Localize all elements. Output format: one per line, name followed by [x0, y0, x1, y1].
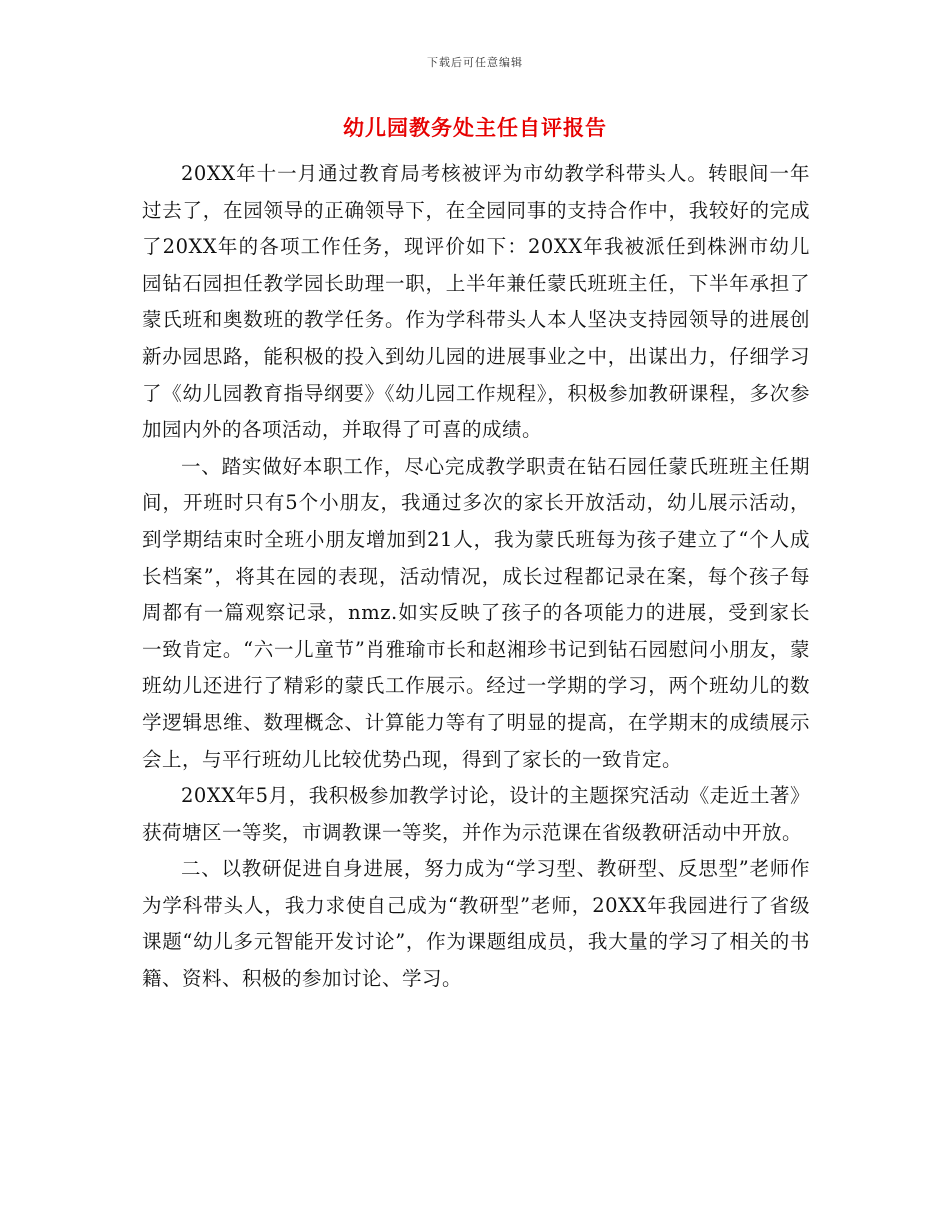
document-title: 幼儿园教务处主任自评报告 [343, 116, 607, 140]
paragraph-intro: 20XX年十一月通过教育局考核被评为市幼教学科带头人。转眼间一年过去了，在园领导的正确领导下，在全园同事的支持合作中，我较好的完成了20XX年的各项工作任务，现评价如下：20XX年我被派任到株洲市幼儿园钻石园担任教学园长助理一职，上半年兼任蒙氏班班主任，下半年承担了蒙氏班和奥数班的教学任务。作为学科带头人本人坚决支持园领导的进展创新办园思路，能积极的投入到幼儿园的进展事业之中，出谋出力，仔细学习了《幼儿园教育指导纲要》《幼儿园工作规程》，积极参加教研课程，多次参加园内外的各项活动，并取得了可喜的成绩。 [142, 162, 810, 442]
document-body [142, 156, 810, 998]
paragraph-section-two: 二、以教研促进自身进展，努力成为“学习型、教研型、反思型”老师作为学科带头人，我力求使自己成为“教研型”老师，20XX年我园进行了省级课题“幼儿多元智能开发讨论”，作为课题组成员，我大量的学习了相关的书籍、资料、积极的参加讨论、学习。 [142, 857, 810, 991]
header-note: 下载后可任意编辑 [427, 56, 523, 69]
paragraph-award: 20XX年5月，我积极参加教学讨论，设计的主题探究活动《走近土著》获荷塘区一等奖，市调教课一等奖，并作为示范课在省级教研活动中开放。 [142, 784, 810, 844]
paragraph-section-one: 一、踏实做好本职工作，尽心完成教学职责在钻石园任蒙氏班班主任期间，开班时只有5个小朋友，我通过多次的家长开放活动，幼儿展示活动，到学期结束时全班小朋友增加到21人，我为蒙氏班每为孩子建立了“个人成长档案”，将其在园的表现，活动情况，成长过程都记录在案，每个孩子每周都有一篇观察记录，nmz.如实反映了孩子的各项能力的进展，受到家长一致肯定。“六一儿童节”肖雅瑜市长和赵湘珍书记到钻石园慰问小朋友，蒙班幼儿还进行了精彩的蒙氏工作展示。经过一学期的学习，两个班幼儿的数学逻辑思维、数理概念、计算能力等有了明显的提高，在学期末的成绩展示会上，与平行班幼儿比较优势凸现，得到了家长的一致肯定。 [142, 454, 810, 771]
